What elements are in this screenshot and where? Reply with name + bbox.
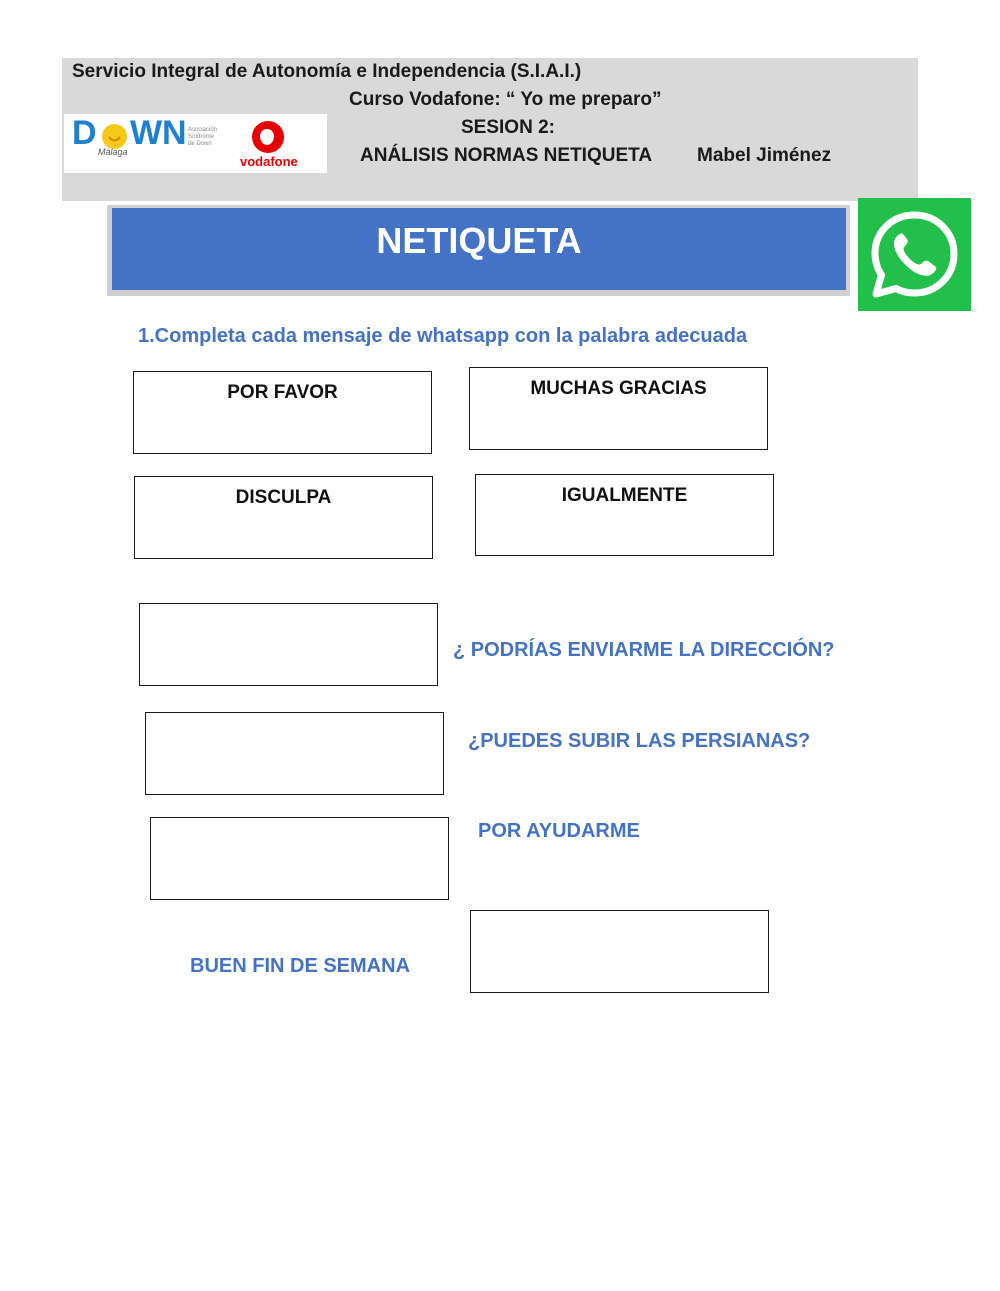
vodafone-logo-icon bbox=[252, 121, 284, 153]
organization-title: Servicio Integral de Autonomía e Independencia (S.I.A.I.) bbox=[72, 61, 582, 82]
whatsapp-icon bbox=[858, 198, 971, 311]
answer-drop-box-1[interactable] bbox=[139, 603, 438, 686]
message-text-1: ¿ PODRÍAS ENVIARME LA DIRECCIÓN? bbox=[453, 639, 835, 661]
session-label: SESION 2: bbox=[461, 117, 555, 138]
answer-drop-box-3[interactable] bbox=[150, 817, 449, 900]
answer-drop-box-4[interactable] bbox=[470, 910, 769, 993]
instruction-text: 1.Completa cada mensaje de whatsapp con la palabra adecuada bbox=[138, 325, 748, 347]
down-malaga-logo bbox=[72, 114, 242, 169]
page-title: NETIQUETA bbox=[376, 220, 582, 261]
word-label: MUCHAS GRACIAS bbox=[530, 378, 707, 399]
word-label: POR FAVOR bbox=[227, 382, 338, 403]
message-text-3: POR AYUDARME bbox=[478, 820, 640, 842]
down-logo-letter-w: W bbox=[130, 114, 163, 152]
word-box-por-favor[interactable] bbox=[133, 371, 432, 454]
down-logo-city: Málaga bbox=[98, 147, 128, 157]
word-box-disculpa[interactable] bbox=[134, 476, 433, 559]
author-name: Mabel Jiménez bbox=[697, 145, 832, 166]
word-label: DISCULPA bbox=[235, 487, 332, 508]
message-text-2: ¿PUEDES SUBIR LAS PERSIANAS? bbox=[468, 730, 811, 752]
smiley-icon bbox=[102, 124, 127, 149]
down-logo-letter-d: D bbox=[72, 114, 97, 152]
word-box-muchas-gracias[interactable] bbox=[469, 367, 768, 450]
title-banner bbox=[112, 208, 846, 290]
word-label: IGUALMENTE bbox=[561, 485, 688, 506]
vodafone-wordmark: vodafone bbox=[240, 154, 298, 169]
course-title: Curso Vodafone: “ Yo me preparo” bbox=[349, 89, 662, 110]
answer-drop-box-2[interactable] bbox=[145, 712, 444, 795]
session-topic: ANÁLISIS NORMAS NETIQUETA bbox=[360, 145, 653, 166]
word-box-igualmente[interactable] bbox=[475, 474, 774, 556]
down-logo-letter-n: N bbox=[162, 114, 187, 152]
message-text-4: BUEN FIN DE SEMANA bbox=[190, 955, 411, 977]
down-logo-association: Asociación Síndrome de Down bbox=[188, 127, 218, 147]
